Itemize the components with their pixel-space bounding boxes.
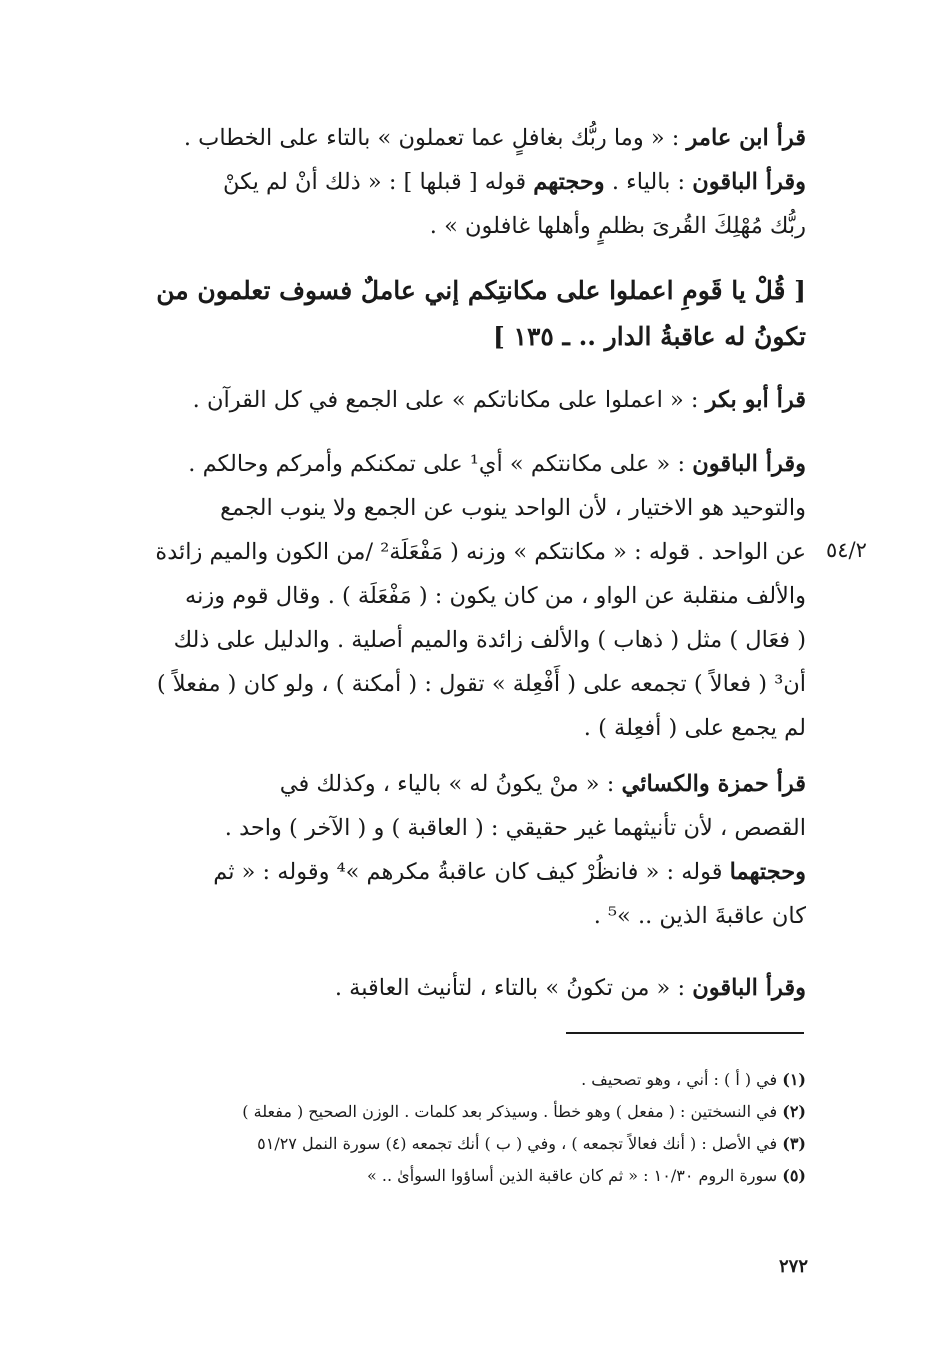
text-line: لم يجمع على ( أفعِلة ) . bbox=[583, 715, 806, 741]
footnote-text: في النسختين : ( مفعل ) وهو خطأ . وسيذكر بعد كلمات . الوزن الصحيح ( مفعلة ) bbox=[242, 1102, 783, 1121]
reader-name: قرأ ابن عامر bbox=[686, 125, 806, 151]
hujja-label: وحجتهما bbox=[729, 859, 806, 885]
reader-name: قرأ أبو بكر bbox=[705, 387, 806, 413]
text-line: والتوحيد هو الاختيار ، لأن الواحد ينوب عن الجمع ولا ينوب الجمع bbox=[220, 495, 806, 521]
hujja-label: وحجتهم bbox=[533, 169, 605, 195]
footnote-number: (١) bbox=[782, 1070, 806, 1089]
paragraph-baqun-takun bbox=[138, 966, 806, 1010]
text-span: : « وما ربُّك بغافلٍ عما تعملون » بالتاء على الخطاب . bbox=[183, 125, 687, 151]
text-span: : « على مكانتكم » أي¹ على تمكنكم وأمركم وحالكم . bbox=[188, 451, 693, 477]
paragraph-ibn-amir bbox=[138, 116, 806, 248]
text-line bbox=[138, 966, 806, 1010]
text-line bbox=[138, 378, 806, 422]
text-span: : « منْ يكونُ له » بالياء ، وكذلك في bbox=[279, 771, 622, 797]
footnote-1 bbox=[140, 1064, 806, 1096]
text-line: كان عاقبةَ الذين .. »⁵ . bbox=[593, 903, 806, 929]
text-span: : « من تكونُ » بالتاء ، لتأنيث العاقبة . bbox=[334, 975, 693, 1001]
text-line: والألف منقلبة عن الواو ، من كان يكون : ( مَفْعَلَة ) . وقال قوم وزنه bbox=[185, 583, 806, 609]
text-line: ( فعَال ) مثل ( ذهاب ) والألف زائدة والميم أصلية . والدليل على ذلك bbox=[173, 627, 806, 653]
footnote-text: في الأصل : ( أنك فعالاً تجمعه ) ، وفي ( ب ) أنك تجمعه (٤) سورة النمل ٥١/٢٧ bbox=[257, 1134, 783, 1153]
text-line bbox=[138, 762, 806, 806]
text-line: عن الواحد . قوله : « مكانتكم » وزنه ( مَفْعَلَة² /من الكون والميم زائدة bbox=[155, 539, 806, 565]
text-line: أن³ ( فعالاً ) تجمعه على ( أَفْعِلة » تقول : ( أمكنة ) ، ولو كان ( مفعلاً ) bbox=[156, 671, 806, 697]
reader-name: وقرأ الباقون bbox=[692, 975, 806, 1001]
text-line bbox=[138, 204, 806, 248]
reader-name: قرأ حمزة والكسائي bbox=[621, 771, 806, 797]
text-span: قوله : « فانظُرْ كيف كان عاقبةُ مكرهم »⁴ وقوله : « ثم bbox=[213, 859, 730, 885]
page-number: ٢٧٢ bbox=[778, 1256, 808, 1277]
margin-reference: ٥٤/٢ bbox=[826, 538, 867, 562]
footnote-5 bbox=[140, 1160, 806, 1192]
text-line bbox=[138, 850, 806, 894]
footnote-2 bbox=[140, 1096, 806, 1128]
text-line bbox=[138, 160, 806, 204]
text-span: : « اعملوا على مكاناتكم » على الجمع في كل القرآن . bbox=[192, 387, 706, 413]
text-line bbox=[138, 116, 806, 160]
footnote-number: (٢) bbox=[782, 1102, 806, 1121]
verse-line-2: تكونُ له عاقبةُ الدار .. ـ ١٣٥ ] bbox=[493, 322, 806, 351]
paragraph-abu-bakr bbox=[138, 378, 806, 422]
text-span: : بالياء . bbox=[604, 169, 693, 195]
text-line bbox=[138, 442, 806, 486]
verse-line-1: [ قُلْ يا قَومِ اعملوا على مكانتِكم إني عاملٌ فسوف تعلمون من bbox=[156, 276, 806, 305]
footnote-text: في ( أ ) : أني ، وهو تصحيف . bbox=[581, 1070, 783, 1089]
reader-name: وقرأ الباقون bbox=[692, 169, 806, 195]
footnote-number: (٣) bbox=[782, 1134, 806, 1153]
footnote-3 bbox=[140, 1128, 806, 1160]
reader-name: وقرأ الباقون bbox=[692, 451, 806, 477]
footnotes bbox=[140, 1064, 806, 1192]
footnote-text: سورة الروم ١٠/٣٠ : « ثم كان عاقبة الذين أساؤوا السوأىٰ .. » bbox=[367, 1166, 783, 1185]
footnote-separator bbox=[566, 1032, 804, 1034]
paragraph-baqun-makanatikum bbox=[138, 442, 806, 750]
text-span: قوله [ قبلها ] : « ذلك أنْ لم يكنْ bbox=[223, 169, 534, 195]
footnote-number: (٥) bbox=[782, 1166, 806, 1185]
quran-verse bbox=[138, 268, 806, 360]
paragraph-hamza-kisai bbox=[138, 762, 806, 938]
text-span: ربُّك مُهْلِكَ القُرىَ بظلمٍ وأهلها غافلون » . bbox=[429, 213, 806, 239]
text-line: القصص ، لأن تأنيثهما غير حقيقي : ( العاقبة ) و ( الآخر ) واحد . bbox=[224, 815, 806, 841]
